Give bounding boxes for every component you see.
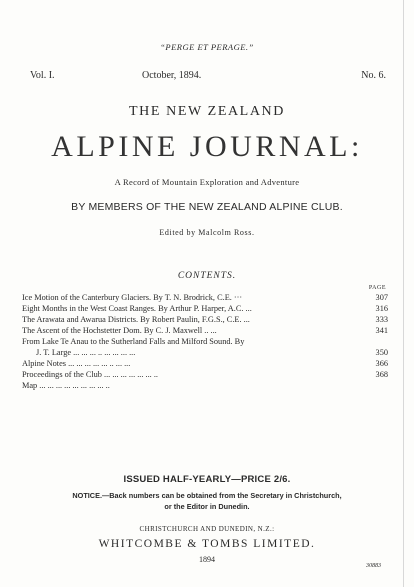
toc-row [22,303,388,314]
notice-line-2: or the Editor in Dunedin. [164,502,250,511]
toc-row [22,314,388,325]
toc-title: J. T. Large ... ... ... .. ... ... ... ... [36,348,136,357]
toc-page: 333 [375,315,388,324]
toc-page: 366 [375,359,388,368]
toc-row [22,358,388,369]
toc-title: The Ascent of the Hochstetter Dom. By C. J. Maxwell .. ... [22,326,217,335]
journal-subtitle: A Record of Mountain Exploration and Adventure [114,177,300,187]
toc-row [22,325,388,336]
toc-row [22,292,388,303]
issue-number: No. 6. [361,70,386,81]
editor-line: Edited by Malcolm Ross. [159,228,255,237]
publisher-name: WHITCOMBE & TOMBS LIMITED. [98,538,316,550]
toc-row [22,347,388,358]
toc-title: The Arawata and Awarua Districts. By Robert Paulin, F.G.S., C.E. ... [22,315,250,324]
issued-price-line: ISSUED HALF-YEARLY—PRICE 2/6. [123,474,291,485]
table-of-contents [22,292,388,391]
toc-title: Alpine Notes ... ... ... ... ... .. ... ... [22,359,131,368]
toc-page: 316 [375,304,388,313]
publication-place: CHRISTCHURCH AND DUNEDIN, N.Z.: [139,525,275,533]
toc-title: Map ... ... ... ... ... ... ... ... .. [22,381,110,390]
contents-heading: CONTENTS. [177,271,237,281]
notice-line-1: NOTICE.—Back numbers can be obtained from the Secretary in Christchurch, [72,491,342,500]
journal-pretitle: THE NEW ZEALAND [129,104,285,119]
toc-title: Ice Motion of the Canterbury Glaciers. By T. N. Brodrick, C.E. ··· [22,293,243,302]
motto: “PERGE ET PERAGE.” [160,42,254,52]
volume-label: Vol. I. [30,70,55,81]
journal-title: ALPINE JOURNAL: [51,130,363,163]
publication-year: 1894 [199,555,215,564]
toc-title: Eight Months in the West Coast Ranges. By Arthur P. Harper, A.C. ... [22,304,252,313]
toc-page: 350 [375,348,388,357]
page-column-label: PAGE [368,285,386,291]
issue-date: October, 1894. [142,70,202,81]
toc-page: 368 [375,370,388,379]
toc-page: 307 [375,293,388,302]
toc-row [22,336,388,347]
toc-row [22,380,388,391]
toc-page: 341 [375,326,388,335]
toc-row [22,369,388,380]
members-line: BY MEMBERS OF THE NEW ZEALAND ALPINE CLUB. [71,201,343,213]
toc-title: From Lake Te Anau to the Sutherland Falls and Milford Sound. By [22,337,245,346]
toc-title: Proceedings of the Club ... ... ... ... ... ... .. [22,370,158,379]
catalog-stamp: 30883 [366,563,381,569]
